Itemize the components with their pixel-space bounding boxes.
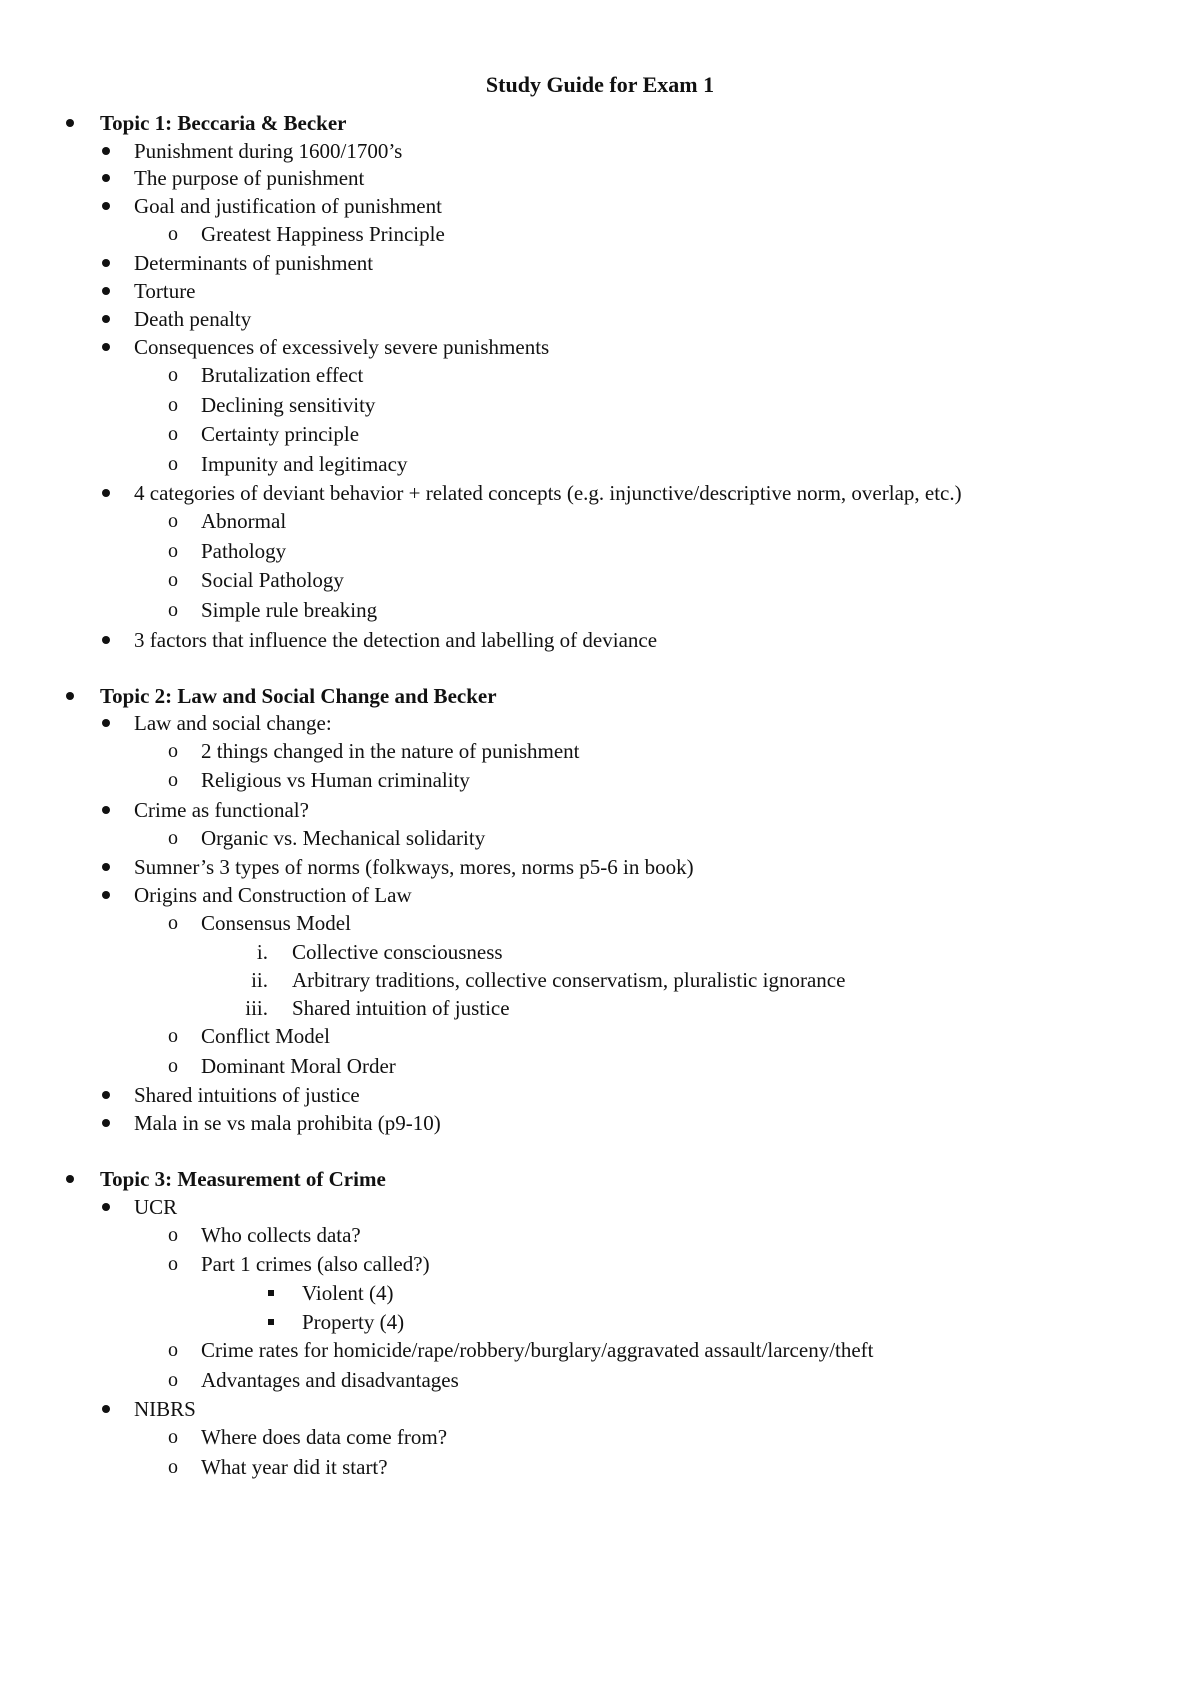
bullet-icon bbox=[66, 1175, 74, 1183]
circle-bullet-icon: o bbox=[168, 1369, 178, 1391]
square-bullet-icon bbox=[268, 1290, 274, 1296]
bullet-icon bbox=[102, 147, 110, 155]
circle-bullet-icon: o bbox=[168, 827, 178, 849]
roman-numeral: i. bbox=[256, 940, 268, 964]
square-bullet-icon bbox=[268, 1319, 274, 1325]
bullet-icon bbox=[102, 1091, 110, 1099]
circle-bullet-icon: o bbox=[168, 1426, 178, 1448]
circle-bullet-icon: o bbox=[168, 599, 178, 621]
circle-bullet-icon: o bbox=[168, 394, 178, 416]
bullet-icon bbox=[102, 315, 110, 323]
circle-bullet-icon: o bbox=[168, 740, 178, 762]
bullet-icon bbox=[102, 863, 110, 871]
circle-bullet-icon: o bbox=[168, 1339, 178, 1361]
circle-bullet-icon: o bbox=[168, 423, 178, 445]
bullet-icon bbox=[66, 119, 74, 127]
roman-numeral: ii. bbox=[251, 968, 268, 992]
bullet-icon bbox=[102, 806, 110, 814]
bullet-icon bbox=[102, 1203, 110, 1211]
circle-bullet-icon: o bbox=[168, 912, 178, 934]
bullet-icon bbox=[102, 1405, 110, 1413]
bullet-icon bbox=[102, 719, 110, 727]
bullet-icon bbox=[102, 636, 110, 644]
bullet-icon bbox=[102, 343, 110, 351]
circle-bullet-icon: o bbox=[168, 453, 178, 475]
circle-bullet-icon: o bbox=[168, 223, 178, 245]
circle-bullet-icon: o bbox=[168, 1025, 178, 1047]
bullet-icon bbox=[102, 174, 110, 182]
bullet-icon bbox=[102, 287, 110, 295]
circle-bullet-icon: o bbox=[168, 540, 178, 562]
bullet-icon bbox=[102, 259, 110, 267]
circle-bullet-icon: o bbox=[168, 569, 178, 591]
bullet-icon bbox=[102, 202, 110, 210]
circle-bullet-icon: o bbox=[168, 510, 178, 532]
circle-bullet-icon: o bbox=[168, 1055, 178, 1077]
circle-bullet-icon: o bbox=[168, 769, 178, 791]
roman-numeral: iii. bbox=[245, 996, 268, 1020]
circle-bullet-icon: o bbox=[168, 1224, 178, 1246]
bullet-icon bbox=[102, 489, 110, 497]
bullet-icon bbox=[102, 891, 110, 899]
document-page: Study Guide for Exam 1 Topic 1: Beccaria & Becker Punishment during 1600/1700’s The purpose of punishment Goal and justification of punishment o Greatest Happiness Principle Determinants of punishment Torture Death penalty Consequences of excessively severe punishments o Brutalization effect o Declining sensitivity o Certainty principle o Impunity and legitimacy 4 categories of deviant behavior + related concepts (e.g. injunctive/descriptive norm, overlap, etc.) o Abnormal o Pathology o Social Pathology o Simple rule breaking 3 factors that influence the detection and labelling of deviance Topic 2: Law and Social Change and Becker Law and social change: o 2 things changed in the nature of punishment o Religious vs Human criminality Crime as functional? o Organic vs. Mechanical solidarity Sumner’s 3 types of norms (folkways, mores, norms p5-6 in book) Origins and Construction of Law o Consensus Model i. Collective consciousness ii. Arbitrary traditions, collective conservatism, pluralistic ignorance iii. Shared intuition of justice o Conflict Model o Dominant Moral Order Shared intuitions of justice Mala in se vs mala prohibita (p9-10) Topic 3: Measurement of Crime UCR o Who collects data? o Part 1 crimes (also called?) Violent (4) Property (4) o Crime rates for homicide/rape/robbery/burglary/aggravated assault/larceny/theft o Advantages and disadvantages NIBRS o Where does data come from? o What year did it start? bbox=[0, 0, 1200, 1698]
bullet-icon bbox=[66, 692, 74, 700]
circle-bullet-icon: o bbox=[168, 1456, 178, 1478]
document-title: Study Guide for Exam 1 bbox=[485, 72, 715, 97]
circle-bullet-icon: o bbox=[168, 1253, 178, 1275]
bullet-icon bbox=[102, 1119, 110, 1127]
circle-bullet-icon: o bbox=[168, 364, 178, 386]
